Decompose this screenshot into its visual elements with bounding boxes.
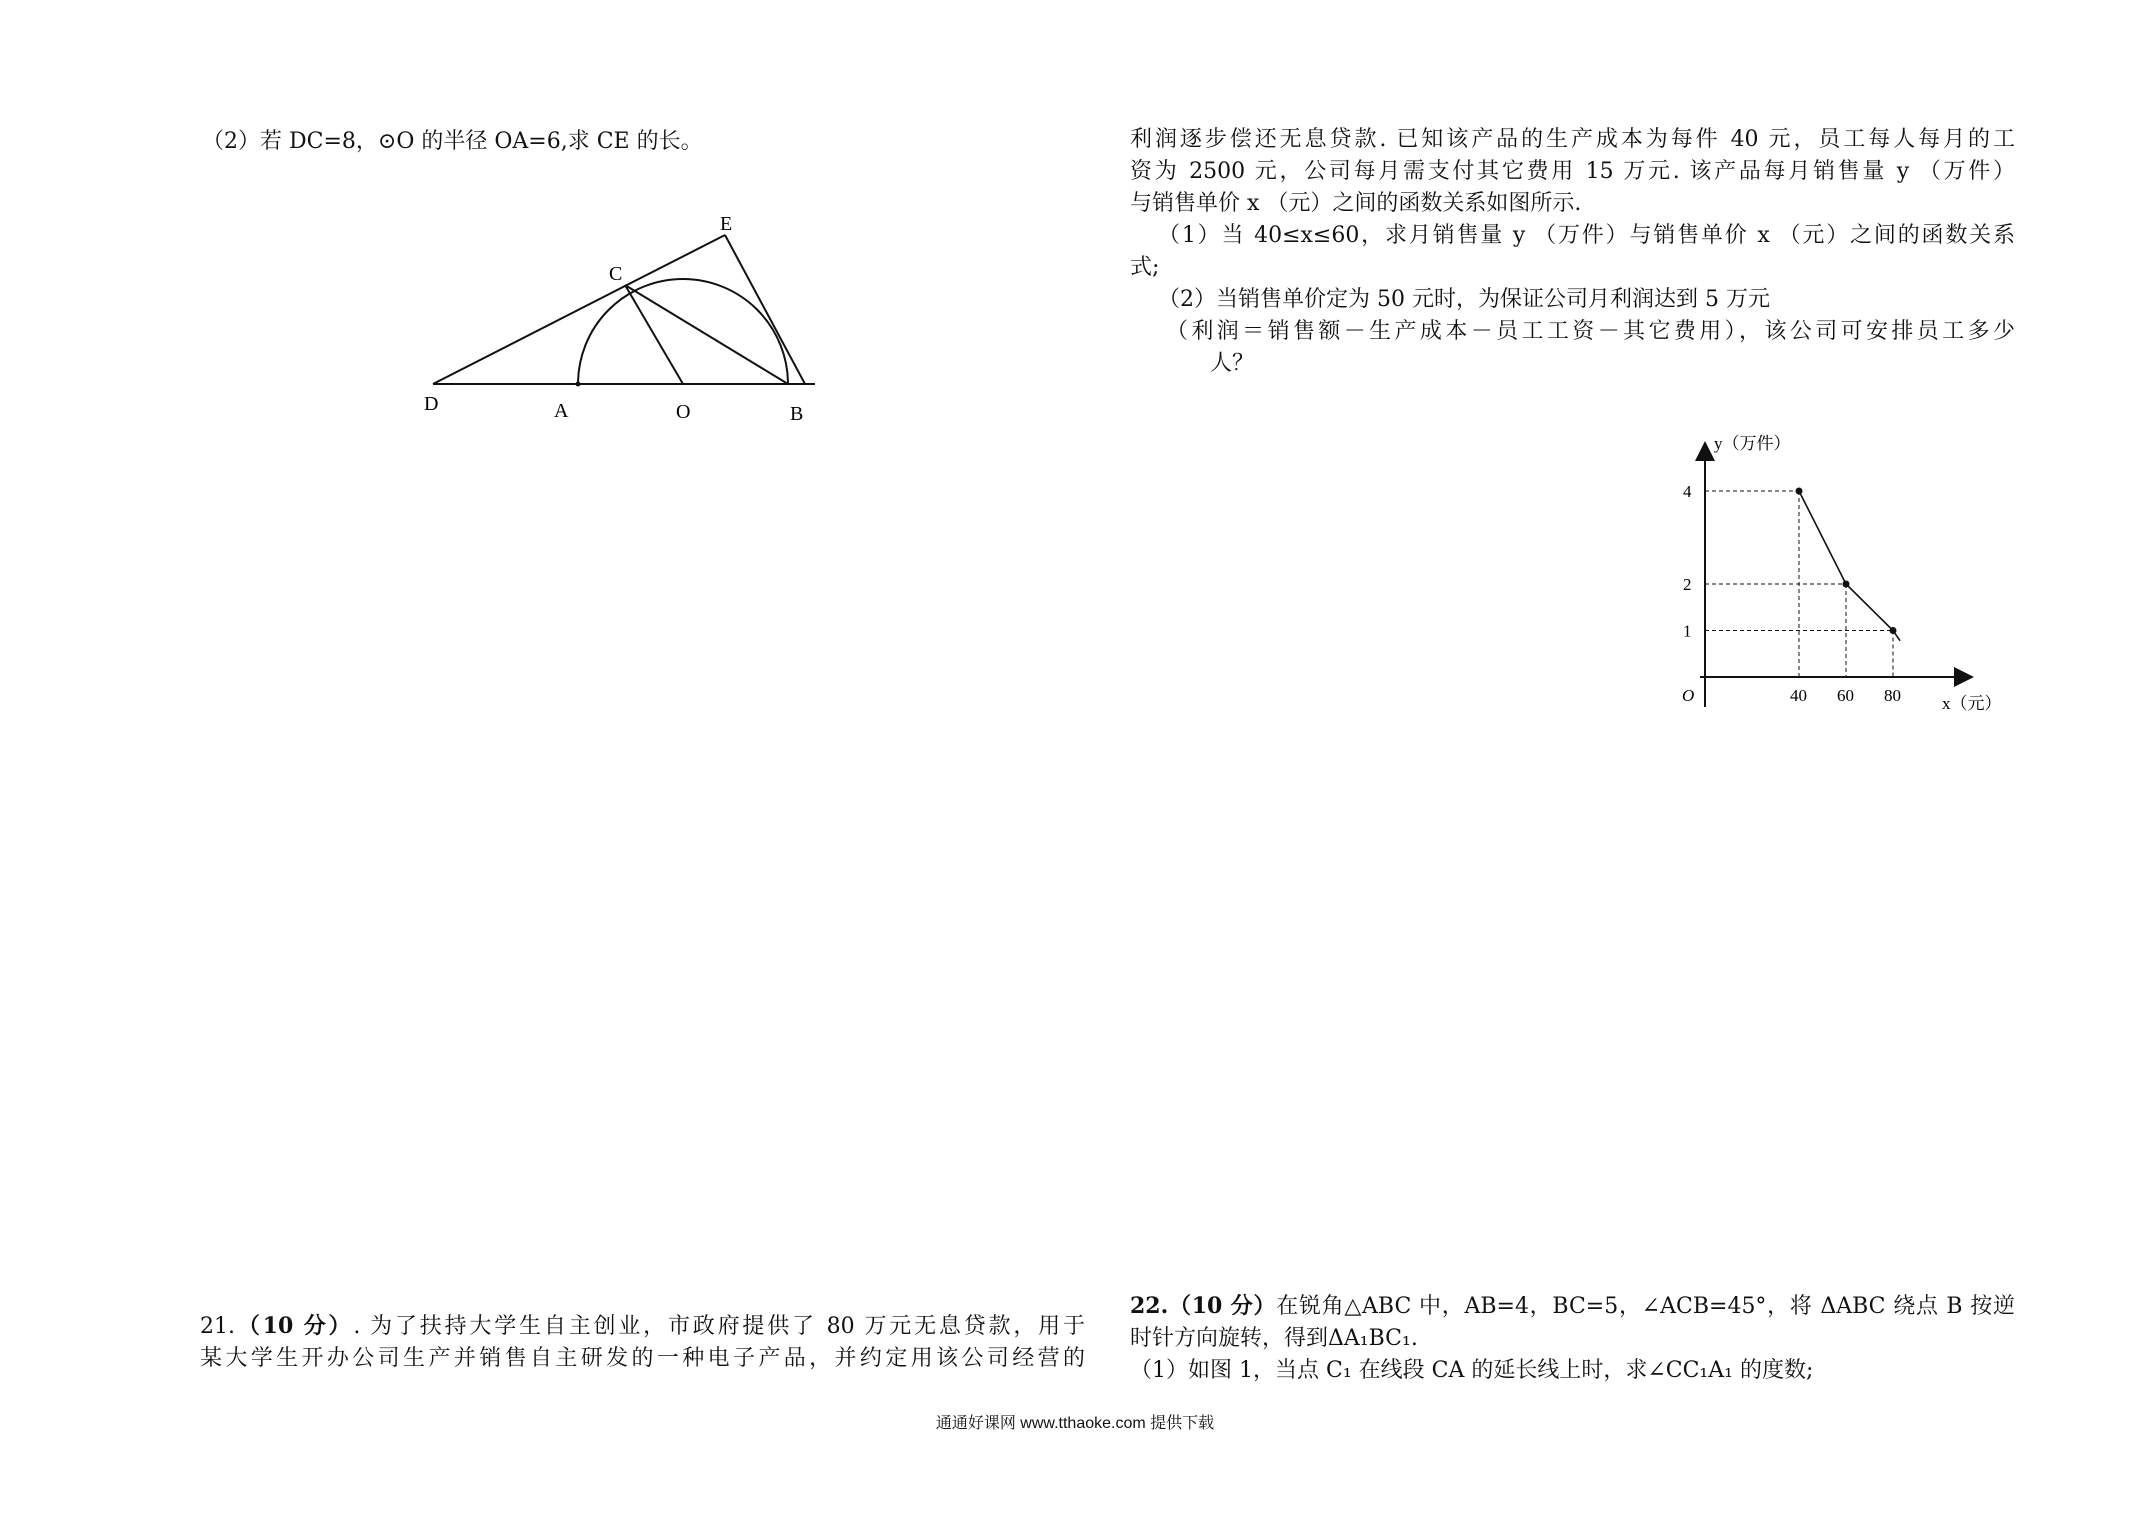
q21-part2-c: 人？: [1210, 351, 1255, 376]
x-axis-label: x（元）: [1942, 694, 2002, 713]
label-c: C: [609, 263, 623, 285]
q21-continuation: [1130, 124, 2015, 380]
label-a: A: [554, 400, 569, 422]
q21-part1-b: 式;: [1130, 255, 1160, 280]
q22-line1: 在锐角△ABC 中，AB=4，BC=5，∠ACB=45°，将 ΔABC 绕点 B 按逆: [1276, 1294, 2016, 1319]
q21-cont-line3: 与销售单价 x （元）之间的函数关系如图所示.: [1130, 191, 1582, 216]
q21-cont-line2: 资为 2500 元，公司每月需支付其它费用 15 万元. 该产品每月销售量 y （万件）: [1130, 159, 2015, 184]
q22-score: （10 分）: [1168, 1293, 1277, 1319]
q22-text: [1130, 1290, 2015, 1387]
data-point: [1890, 627, 1897, 634]
q21-score: （10 分）: [235, 1313, 354, 1339]
q22-line2: 时针方向旋转，得到ΔA₁BC₁.: [1130, 1326, 1418, 1351]
x-tick-label: 60: [1837, 686, 1854, 705]
label-e: E: [720, 213, 733, 235]
q21-part2-b: （利润＝销售额－生产成本－员工工资－其它费用），该公司可安排员工多少: [1166, 319, 2015, 344]
q21-line1: . 为了扶持大学生自主创业，市政府提供了 80 万元无息贷款，用于: [353, 1314, 1085, 1339]
y-tick-label: 2: [1683, 575, 1692, 594]
tick-labels: [1683, 482, 1901, 705]
q20-part2-text: （2）若 DC=8，⊙O 的半径 OA=6,求 CE 的长。: [202, 129, 703, 154]
y-tick-label: 4: [1683, 482, 1692, 501]
y-tick-label: 1: [1683, 621, 1692, 641]
q21-part2-a: （2）当销售单价定为 50 元时，为保证公司月利润达到 5 万元: [1158, 287, 1770, 312]
data-point: [1843, 581, 1850, 588]
label-b: B: [790, 403, 804, 425]
line-cb: [625, 285, 788, 384]
sales-function-chart: [1660, 425, 2002, 725]
q21-line2: 某大学生开办公司生产并销售自主研发的一种电子产品，并约定用该公司经营的: [200, 1346, 1085, 1371]
y-axis-label: y（万件）: [1714, 434, 1791, 453]
q21-intro: [200, 1310, 1085, 1375]
tangent-line-de: [433, 235, 725, 384]
q22-number: 22.: [1130, 1293, 1169, 1319]
q21-part1-a: （1）当 40≤x≤60，求月销售量 y （万件）与销售单价 x （元）之间的函数关系: [1158, 223, 2015, 248]
label-o: O: [676, 401, 691, 423]
q21-number: 21.: [200, 1314, 235, 1339]
line-co: [625, 285, 683, 384]
q21-cont-line1: 利润逐步偿还无息贷款. 已知该产品的生产成本为每件 40 元，员工每人每月的工: [1130, 127, 2015, 152]
x-tick-label: 40: [1790, 686, 1807, 705]
line-eb: [725, 235, 805, 384]
data-point: [1796, 488, 1803, 495]
series-line-sales: [1799, 491, 1900, 641]
page-footer: 通通好课网 www.tthaoke.com 提供下载: [935, 1415, 1215, 1432]
q22-line3: （1）如图 1，当点 C₁ 在线段 CA 的延长线上时，求∠CC₁A₁ 的度数;: [1130, 1358, 1814, 1383]
x-tick-label: 80: [1884, 686, 1901, 705]
dashed-guide-lines: [1705, 491, 1893, 677]
point-a-mark: [576, 382, 581, 387]
origin-label: O: [1682, 686, 1695, 705]
label-d: D: [424, 393, 439, 415]
circle-geometry-figure: [420, 210, 840, 430]
